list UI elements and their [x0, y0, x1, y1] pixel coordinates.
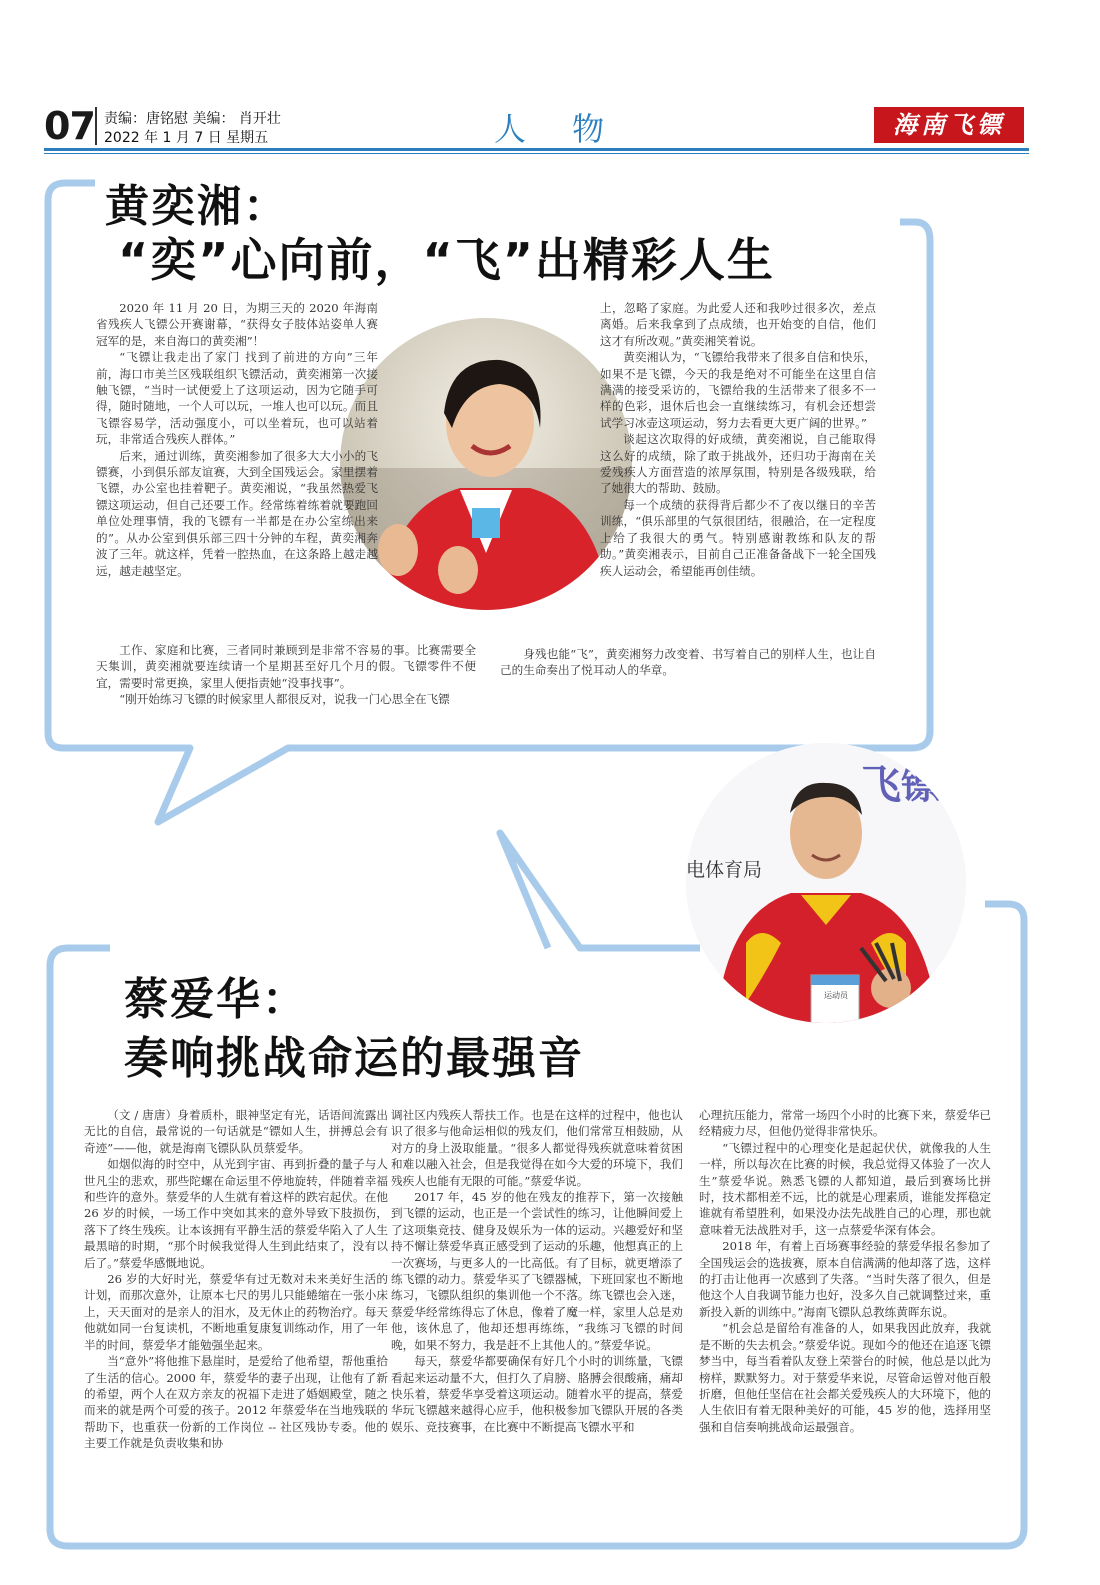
article1-column-1-bottom: [96, 642, 476, 708]
article2-portrait-photo: [686, 743, 966, 1023]
article2-paragraph: “机会总是留给有准备的人，如果我因此放弃，我就是不断的失去机会。”蔡爱华说。现如今的他还在追逐飞镖梦当中，每当看着队友登上荣誉台的时候，他总是以此为榜样，默默努力。对于蔡爱华来说，尽管命运曾对他百般折磨，但他任坚信在社会都关爱残疾人的大环境下，他的人生依旧有着无限种美好的可能，45 岁的他，选择用坚强和自信奏响挑战命运最强音。: [699, 1321, 991, 1434]
photo-banner-text: 电体育局: [686, 859, 763, 881]
article1-paragraph: 谈起这次取得的好成绩，黄奕湘说，自己能取得这么好的成绩，除了敢于挑战外，还归功于海南在关爱残疾人方面营造的浓厚氛围，特别是各级残联，给了她很大的帮助、鼓励。: [600, 432, 876, 496]
article1-paragraph: “飞镖让我走出了家门 找到了前进的方向”三年前，海口市美兰区残联组织飞镖活动，黄奕湘第一次接触飞镖，“当时一试便爱上了这项运动，因为它随手可得，随时随地，一个人可以玩，一堆人也可以玩。而且飞镖容易学，活动强度小，可以坐着玩，也可以站着玩，非常适合残疾人群体。”: [96, 350, 378, 447]
article2-column-1: [84, 1107, 388, 1452]
article2-paragraph: 2017 年，45 岁的他在残友的推荐下，第一次接触到飞镖的运动，也正是一个尝试性的练习，让他瞬间爱上了这项集竞技、健身及娱乐为一体的运动。兴趣爱好和坚持不懈让蔡爱华真正感受到了运动的乐趣，他想真正的上一次赛场，与更多人的一比高低。有了目标，就更增添了练飞镖的动力。蔡爱华买了飞镖器械，下班回家也不断地练习，飞镖队组织的集训他一个不落。练飞镖也会入迷，蔡爱华经常练得忘了休息，像着了魔一样，家里人总是劝他，该休息了，他却还想再练练，“我练习飞镖的时间晚，如果不努力，我是赶不上其他人的。”蔡爱华说。: [391, 1190, 683, 1352]
article2-column-2: [391, 1107, 683, 1435]
article1-column-1: [96, 300, 378, 579]
article1-paragraph: 黄奕湘认为，“飞镖给我带来了很多自信和快乐，如果不是飞镖，今天的我是绝对不可能坐在这里自信满满的接受采访的，飞镖给我的生活带来了很多不一样的色彩，退休后也会一直继续练习，有机会还想尝试学习冰壶这项运动，努力去看更大更广阔的世界。”: [600, 350, 876, 430]
section-title: 人 物: [494, 110, 623, 148]
article2-paragraph: 调社区内残疾人帮扶工作。也是在这样的过程中，他也认识了很多与他命运相似的残友们，他们常常互相鼓励，从对方的身上汲取能量。“很多人都觉得残疾就意味着贫困和难以融入社会，但是我觉得在如今大爱的环境下，我们残疾人也能有无限的可能。”蔡爱华说。: [391, 1108, 683, 1188]
svg-text:飞镖: 飞镖: [861, 762, 941, 808]
article2-paragraph: 26 岁的大好时光，蔡爱华有过无数对未来美好生活的计划，而那次意外，让原本七尺的男儿只能蜷缩在一张小床上，天天面对的是亲人的泪水，及无休止的药物治疗。每天他就如同一台复读机，不断地重复康复训练动作，用了一年半的时间，蔡爱华才能勉强坐起来。: [84, 1272, 388, 1352]
article1-title-name: 黄奕湘：: [105, 181, 289, 232]
article2-paragraph: 2018 年，有着上百场赛事经验的蔡爱华报名参加了全国残运会的选拔赛，原本自信满满的他却落了选，这样的打击让他再一次感到了失落。“当时失落了很久，但是他这个人自我调节能力也好，没多久自己就调整过来，重新投入新的训练中。”海南飞镖队总教练黄晖东说。: [699, 1239, 991, 1319]
article1-portrait-photo: [340, 318, 632, 610]
article1-paragraph: 上，忽略了家庭。为此爱人还和我吵过很多次，差点离婚。后来我拿到了点成绩，也开始变的自信，他们这才有所改观。”黄奕湘笑着说。: [600, 301, 876, 348]
date-line: 2022 年 1 月 7 日 星期五: [104, 130, 269, 146]
article1-paragraph: 后来，通过训练，黄奕湘参加了很多大大小小的飞镖赛，小到俱乐部友谊赛，大到全国残运会。家里摆着飞镖，办公室也挂着靶子。黄奕湘说，“我虽然热爱飞镖这项运动，但自己还要工作。经常练着练着就要跑回单位处理事情，我的飞镖有一半都是在办公室练出来的”。从办公室到俱乐部三四十分钟的车程，黄奕湘奔波了三年。就这样，凭着一腔热血，在这条路上越走越远，越走越坚定。: [96, 448, 378, 578]
article1-paragraph: 2020 年 11 月 20 日，为期三天的 2020 年海南省残疾人飞镖公开赛谢幕，“获得女子肢体站姿单人赛冠军的是，来自海口的黄奕湘”！: [96, 301, 378, 348]
article1-paragraph: 工作、家庭和比赛，三者同时兼顾到是非常不容易的事。比赛需要全天集训，黄奕湘就要连续请一个星期甚至好几个月的假。飞镖零件不便宜，需要时常更换，家里人便指责她“没事找事”。: [96, 643, 476, 690]
page-number: 07: [44, 104, 95, 148]
article1-paragraph: 身残也能“飞”，黄奕湘努力改变着、书写着自己的别样人生，也让自己的生命奏出了悦耳动人的华章。: [500, 647, 876, 678]
editor-line: 责编：唐铭慰 美编： 肖开壮: [104, 111, 281, 127]
masthead: 海南飞镖: [874, 107, 1024, 143]
article1-title-headline: “奕”心向前，“飞”出精彩人生: [118, 233, 775, 287]
article1-paragraph: “刚开始练习飞镖的时候家里人都很反对，说我一门心思全在飞镖: [119, 692, 450, 707]
article2-title-headline: 奏响挑战命运的最强音: [124, 1033, 584, 1084]
article2-paragraph: 心理抗压能力，常常一场四个小时的比赛下来，蔡爱华已经精疲力尽，但他仍觉得非常快乐。: [699, 1108, 991, 1139]
article2-paragraph: 每天，蔡爱华都要确保有好几个小时的训练量，飞镖看起来运动量不大，但打久了肩膀、胳膊会很酸痛，痛却快乐着，蔡爱华享受着这项运动。随着水平的提高，蔡爱华玩飞镖越来越得心应手，他积极参加飞镖队开展的各类娱乐、竞技赛事，在比赛中不断提高飞镖水平和: [391, 1354, 683, 1434]
article2-paragraph: 身着质朴，眼神坚定有光，话语间流露出无比的自信，最常说的一句话就是“镖如人生，拼搏总会有奇迹”——他，就是海南飞镖队队员蔡爱华。: [84, 1108, 388, 1155]
byline: （文 / 唐唐）: [107, 1108, 178, 1122]
article2-title-name: 蔡爱华：: [124, 974, 308, 1025]
article1-paragraph: 每一个成绩的获得背后都少不了夜以继日的辛苦训练，“俱乐部里的气氛很团结，很融洽，在一定程度上给了我很大的勇气。特别感谢教练和队友的帮助。”黄奕湘表示，目前自己正准备备战下一轮全国残疾人运动会，希望能再创佳绩。: [600, 497, 876, 578]
article1-column-2-bottom: [500, 646, 876, 679]
article2-column-3: [699, 1107, 991, 1435]
article2-paragraph: “飞镖过程中的心理变化是起起伏伏，就像我的人生一样，所以每次在比赛的时候，我总觉得又体验了一次人生”蔡爱华说。熟悉飞镖的人都知道，最后到赛场比拼时，技术都相差不远，比的就是心理素质，谁能发挥稳定谁就有希望胜利，如果没办法先战胜自己的心理，那也就意味着无法战胜对手，这一点蔡爱华深有体会。: [699, 1140, 991, 1237]
article1-column-2: [600, 300, 876, 579]
article2-paragraph: 当“意外”将他推下悬崖时，是爱给了他希望，帮他重拾了生活的信心。2000 年，蔡爱华的妻子出现，让他有了新的希望，两个人在双方亲友的祝福下走进了婚姻殿堂，随之而来的就是两个可爱的孩子。2012 年蔡爱华在当地残联的帮助下，也重获一份新的工作岗位 -- 社区残协专委。他的主要工作就是负责收集和协: [84, 1354, 388, 1451]
article2-paragraph: 如烟似海的时空中，从光到宇宙、再到折叠的量子与人世凡尘的悲欢，那些陀螺在命运里不停地旋转，伴随着幸福和些许的意外。蔡爱华的人生就有着这样的跌宕起伏。在他 26 岁的时候，一场工作中突如其来的意外导致下肢损伤，落下了终生残疾。让本该拥有平静生活的蔡爱华陷入了人生最黑暗的时期，“那个时候我觉得人生到此结束了，没有以后了。”蔡爱华感慨地说。: [84, 1157, 388, 1270]
athlete-badge-text: 运动员: [824, 991, 848, 1000]
